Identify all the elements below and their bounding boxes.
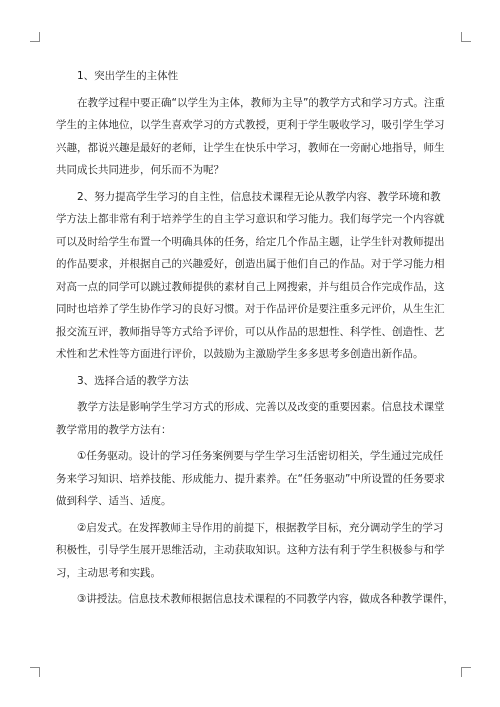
paragraph-line: 习，主动思考和实践。 bbox=[56, 566, 161, 579]
paragraph-line: 共同成长共同进步，何乐而不为呢？ bbox=[56, 164, 224, 176]
body-paragraph bbox=[56, 517, 444, 585]
crop-mark-top-left bbox=[30, 32, 40, 42]
paragraph-line: 学方法上都非常有利于培养学生的自主学习意识和学习能力。我们每学完一个内容就 bbox=[56, 213, 445, 225]
paragraph-line: 的作品要求，并根据自己的兴趣爱好，创造出属于他们自己的作品。对于学习能力相 bbox=[56, 258, 445, 270]
paragraph-line: 务来学习知识、培养技能、形成能力、提升素养。在“任务驱动”中所设置的任务要求 bbox=[56, 472, 445, 485]
paragraph-line: 对高一点的同学可以跳过教师提供的素材自己上网搜索，并与组员合作完成作品，这 bbox=[56, 280, 445, 293]
paragraph-line: 术性和艺术性等方面进行评价，以鼓励为主激励学生多多思考多创造出新作品。 bbox=[56, 348, 424, 360]
paragraph-line: 2、努力提高学生学习的自主性，信息技术课程无论从教学内容、教学环境和教 bbox=[77, 190, 441, 203]
paragraph-line: 积极性，引导学生展开思维活动，主动获取知识。这种方法有利于学生积极参与和学 bbox=[56, 544, 445, 556]
body-paragraph bbox=[56, 396, 444, 441]
paragraph-line: 教学方法是影响学生学习方式的形成、完善以及改变的重要因素。信息技术课堂 bbox=[77, 401, 445, 413]
body-paragraph bbox=[56, 186, 444, 366]
section-heading bbox=[56, 65, 444, 88]
paragraph-line: 在教学过程中要正确“以学生为主体，教师为主导”的教学方式和学习方式。注重 bbox=[77, 96, 445, 109]
document-body bbox=[56, 65, 454, 615]
paragraph-line: 教学常用的教学方法有： bbox=[56, 423, 172, 436]
paragraph-line: 报交流互评，教师指导等方式给予评价，可以从作品的思想性、科学性、创造性、艺 bbox=[56, 325, 445, 338]
body-paragraph bbox=[56, 445, 444, 513]
paragraph-line: ②启发式。在发挥教师主导作用的前提下，根据教学目标，充分调动学生的学习 bbox=[77, 521, 444, 534]
crop-mark-bottom-right bbox=[461, 667, 471, 677]
crop-mark-bottom-left bbox=[30, 667, 40, 677]
paragraph-line: ③讲授法。信息技术教师根据信息技术课程的不同教学内容，做成各种教学课件， bbox=[77, 593, 454, 605]
paragraph-line: 学生的主体地位，以学生喜欢学习的方式教授，更利于学生吸收学习，吸引学生学习 bbox=[56, 119, 445, 131]
heading-text: 1、突出学生的主体性 bbox=[77, 70, 179, 82]
body-paragraph bbox=[56, 92, 444, 182]
paragraph-line: 做到科学、适当、适度。 bbox=[56, 495, 172, 507]
section-heading bbox=[56, 370, 444, 393]
heading-text: 3、选择合适的教学方法 bbox=[77, 374, 189, 387]
crop-mark-top-right bbox=[461, 32, 471, 42]
body-paragraph bbox=[56, 588, 454, 611]
paragraph-line: 可以及时给学生布置一个明确具体的任务，给定几个作品主题，让学生针对教师提出 bbox=[56, 235, 445, 248]
paragraph-line: 兴趣，都说兴趣是最好的老师，让学生在快乐中学习，教师在一旁耐心地指导，师生 bbox=[56, 141, 445, 154]
paragraph-line: ①任务驱动。设计的学习任务案例要与学生学习生活密切相关，学生通过完成任 bbox=[77, 450, 444, 462]
paragraph-line: 同时也培养了学生协作学习的良好习惯。对于作品评价是要注重多元评价，从生生汇 bbox=[56, 303, 445, 315]
